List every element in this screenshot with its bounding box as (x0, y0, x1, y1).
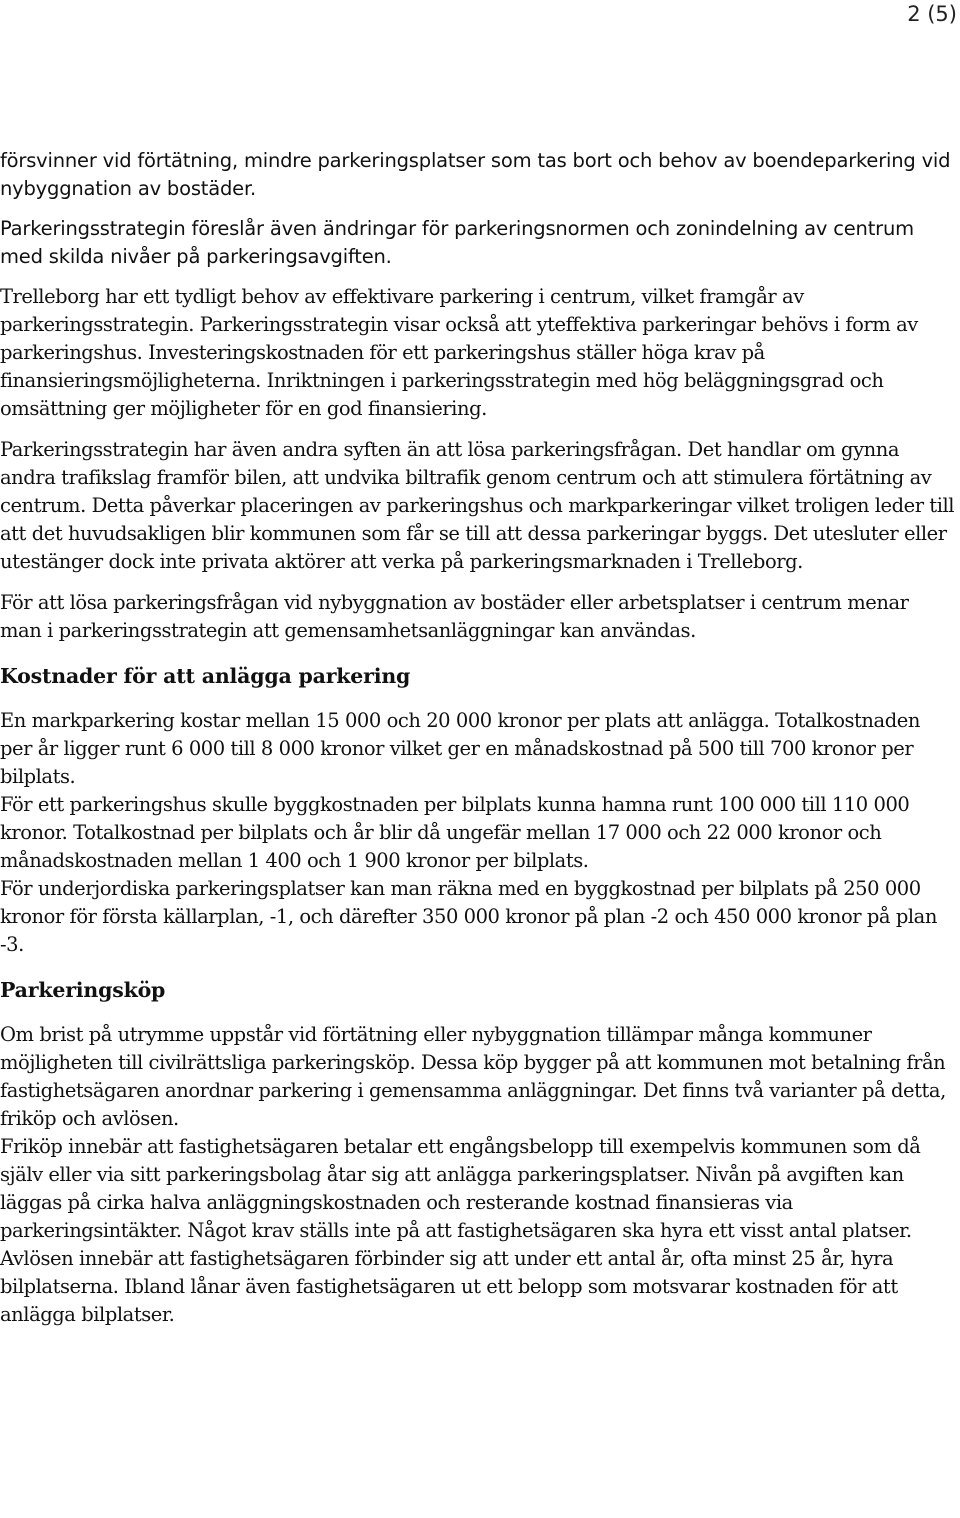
page-number: 2 (5) (907, 2, 957, 26)
paragraph-surface-parking-cost: En markparkering kostar mellan 15 000 och 20 000 kronor per plats att anlägga. Totalkostnaden per år ligger runt 6 000 till 8 000 kronor vilket ger en månadskostnad på 500 till 700 kronor per bilplats. (0, 709, 920, 788)
paragraph-underground-cost: För underjordiska parkeringsplatser kan man räkna med en byggkostnad per bilplats på 250 000 kronor för första källarplan, -1, och därefter 350 000 kronor på plan -2 och 450 000 kronor på plan -3. (0, 877, 937, 956)
paragraph-parking-norm: Parkeringsstrategin föreslår även ändringar för parkeringsnormen och zonindelning av centrum med skilda nivåer på parkeringsavgiften. (0, 217, 914, 268)
paragraph-parking-garage-cost: För ett parkeringshus skulle byggkostnaden per bilplats kunna hamna runt 100 000 till 110 000 kronor. Totalkostnad per bilplats och år blir då ungefär mellan 17 000 och 22 000 kronor och månadskostnaden mellan 1 400 och 1 900 kronor per bilplats. (0, 793, 910, 872)
paragraph-other-purposes: Parkeringsstrategin har även andra syften än att lösa parkeringsfrågan. Det handlar om gynna andra trafikslag framför bilen, att undvika biltrafik genom centrum och att stimulera förtätning av centrum. Detta påverkar placeringen av parkeringshus och markparkeringar vilket troligen leder till att det huvudsakligen blir kommunen som får se till att dessa parkeringar byggs. Det utesluter eller utestänger dock inte privata aktörer att verka på parkeringsmarknaden i Trelleborg. (0, 438, 955, 573)
paragraph-intro-continued: försvinner vid förtätning, mindre parkeringsplatser som tas bort och behov av boendeparkering vid nybyggnation av bostäder. (0, 149, 951, 200)
paragraph-trelleborg-need: Trelleborg har ett tydligt behov av effektivare parkering i centrum, vilket framgår av parkeringsstrategin. Parkeringsstrategin visar också att yteffektiva parkeringar behövs i form av parkeringshus. Investeringskostnaden för ett parkeringshus ställer höga krav på finansieringsmöjligheterna. Inriktningen i parkeringsstrategin med hög beläggningsgrad och omsättning ger möjligheter för en god finansiering. (0, 285, 918, 420)
paragraph-shared-facilities: För att lösa parkeringsfrågan vid nybyggnation av bostäder eller arbetsplatser i centrum menar man i parkeringsstrategin att gemensamhetsanläggningar kan användas. (0, 591, 909, 642)
heading-parking-purchase: Parkeringsköp (0, 978, 166, 1002)
paragraph-frikop: Friköp innebär att fastighetsägaren betalar ett engångsbelopp till exempelvis kommunen som då själv eller via sitt parkeringsbolag åtar sig att anlägga parkeringsplatser. Nivån på avgiften kan läggas på cirka halva anläggningskostnaden och resterande kostnad finansieras via parkeringsintäkter. Något krav ställs inte på att fastighetsägaren ska hyra ett visst antal platser. (0, 1135, 921, 1242)
heading-costs: Kostnader för att anlägga parkering (0, 664, 411, 688)
paragraph-avlosen: Avlösen innebär att fastighetsägaren förbinder sig att under ett antal år, ofta minst 25 år, hyra bilplatserna. Ibland lånar även fastighetsägaren ut ett belopp som motsvarar kostnaden för att anlägga bilplatser. (0, 1247, 898, 1326)
paragraph-parking-purchase-intro: Om brist på utrymme uppstår vid förtätning eller nybyggnation tillämpar många kommuner möjligheten till civilrättsliga parkeringsköp. Dessa köp bygger på att kommunen mot betalning från fastighetsägaren anordnar parkering i gemensamma anläggningar. Det finns två varianter på detta, friköp och avlösen. (0, 1023, 946, 1130)
document-body (0, 147, 955, 1329)
